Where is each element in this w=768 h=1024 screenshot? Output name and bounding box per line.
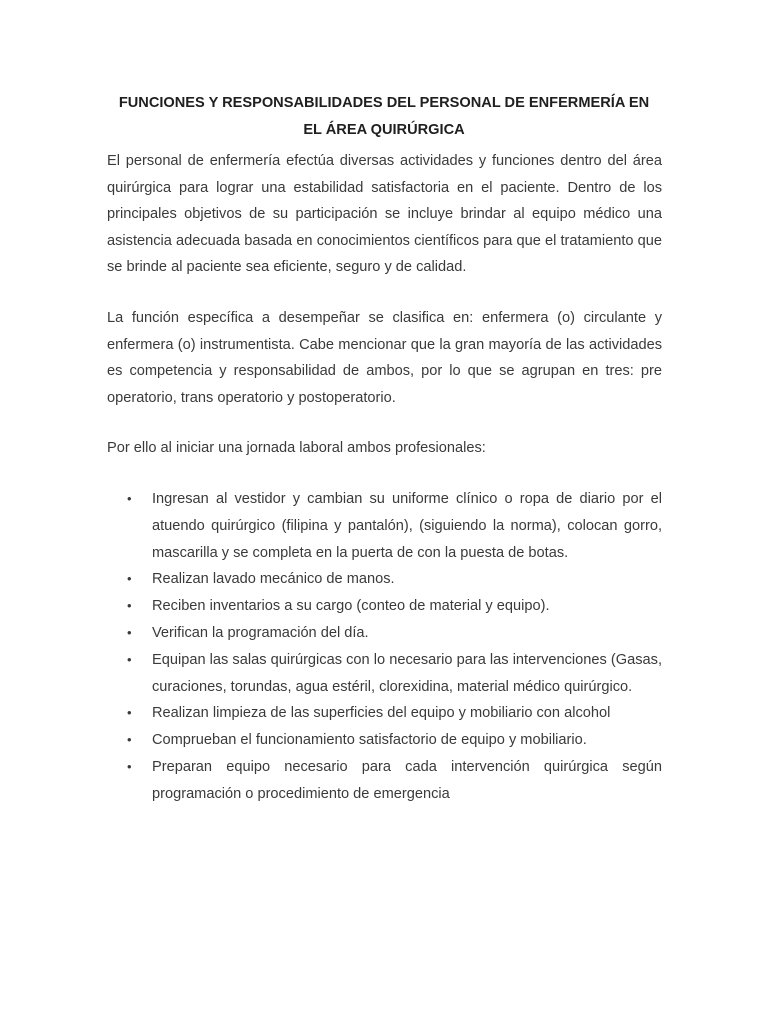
bullet-icon: • [127, 651, 132, 667]
paragraph-lead-in: Por ello al iniciar una jornada laboral ambos profesionales: [107, 440, 486, 457]
bullet-icon: • [127, 705, 132, 721]
bullet-icon: • [127, 571, 132, 587]
list-item-text: Comprueban el funcionamiento satisfactorio de equipo y mobiliario. [152, 732, 587, 749]
list-item-text: Preparan equipo necesario para cada intervención quirúrgica según programación o procedimiento de emergencia [152, 758, 662, 802]
bullet-icon: • [127, 758, 132, 774]
list-item [107, 486, 662, 566]
list-item-text: Ingresan al vestidor y cambian su uniforme clínico o ropa de diario por el atuendo quirúrgico (filipina y pantalón), (siguiendo la norma), colocan gorro, mascarilla y se completa en la puerta de con la puesta de botas. [152, 490, 662, 561]
list-item [107, 566, 662, 593]
list-item [107, 593, 662, 620]
bullet-list [107, 486, 662, 808]
paragraph-intro: El personal de enfermería efectúa diversas actividades y funciones dentro del área quirúrgica para lograr una estabilidad satisfactoria en el paciente. Dentro de los principales objetivos de su participación se incluye brindar al equipo médico una asistencia adecuada basada en conocimientos científicos para que el tratamiento que se brinde al paciente sea eficiente, seguro y de calidad. [107, 153, 662, 276]
list-item [107, 620, 662, 647]
list-item-text: Realizan limpieza de las superficies del equipo y mobiliario con alcohol [152, 705, 611, 722]
list-item [107, 727, 662, 754]
bullet-icon: • [127, 598, 132, 614]
list-item-text: Realizan lavado mecánico de manos. [152, 571, 395, 588]
paragraph-functions: La función específica a desempeñar se clasifica en: enfermera (o) circulante y enfermera (o) instrumentista. Cabe mencionar que la gran mayoría de las actividades es competencia y responsabilidad de ambos, por lo que se agrupan en tres: pre operatorio, trans operatorio y postoperatorio. [107, 309, 662, 406]
document-title [101, 90, 667, 144]
list-item [107, 754, 662, 808]
bullet-icon: • [127, 490, 132, 506]
list-item-text: Equipan las salas quirúrgicas con lo necesario para las intervenciones (Gasas, curaciones, torundas, agua estéril, clorexidina, material médico quirúrgico. [152, 651, 662, 695]
list-item-text: Verifican la programación del día. [152, 624, 369, 641]
list-item [107, 647, 662, 701]
list-item [107, 700, 662, 727]
bullet-icon: • [127, 624, 132, 640]
list-item-text: Reciben inventarios a su cargo (conteo de material y equipo). [152, 598, 550, 615]
bullet-icon: • [127, 732, 132, 748]
title-line-2: EL ÁREA QUIRÚRGICA [303, 122, 465, 138]
title-line-1: FUNCIONES Y RESPONSABILIDADES DEL PERSONAL DE ENFERMERÍA EN [118, 95, 650, 111]
